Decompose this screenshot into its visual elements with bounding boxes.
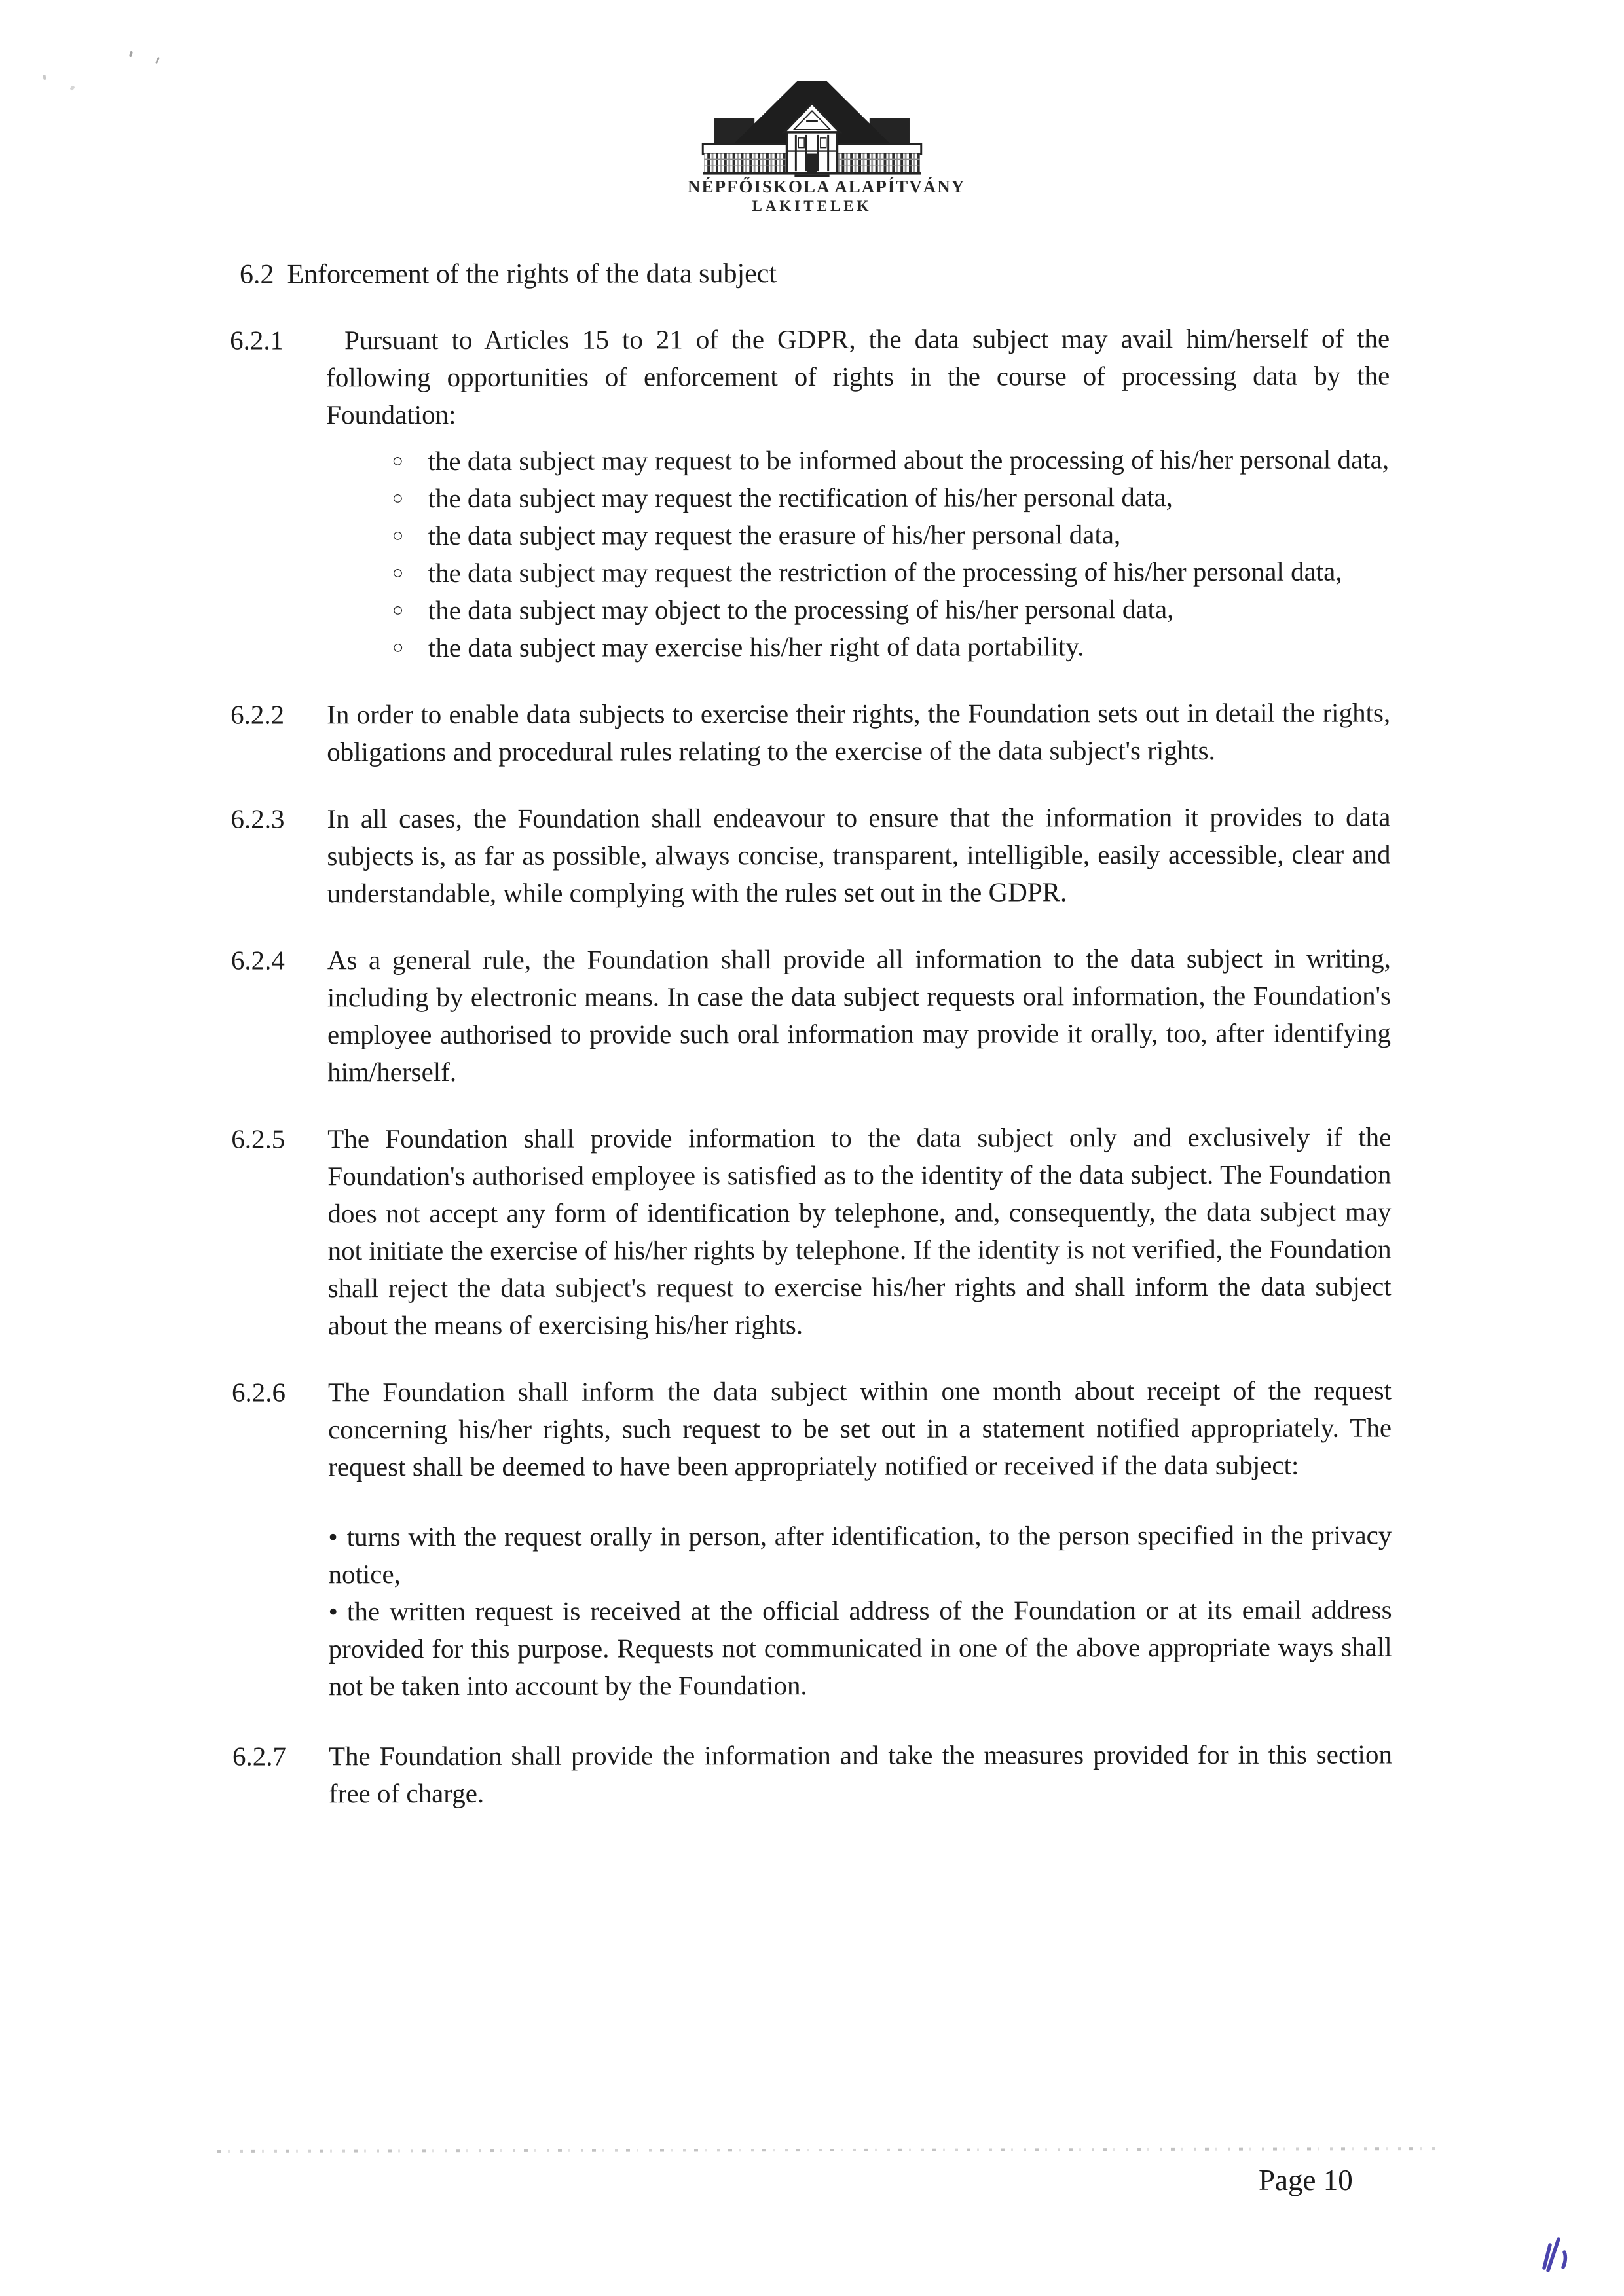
- section-6-2-2: [231, 694, 1390, 771]
- section-heading: [240, 254, 1623, 294]
- section-number: 6.2.5: [231, 1123, 286, 1154]
- section-text: The Foundation shall provide the information and take the measures provided for in this section free of charge.: [328, 1739, 1392, 1809]
- section-text: In all cases, the Foundation shall endeavour to ensure that the information it provides to data subjects is, as far as possible, always concise, transparent, intelligible, easily accessible, clear and understandable, while complying with the rules set out in the GDPR.: [327, 801, 1391, 909]
- circle-bullet-icon: ○: [392, 525, 404, 547]
- list-item: [392, 553, 1390, 592]
- list-item: [392, 478, 1390, 517]
- list-item-text: turns with the request orally in person, after identification, to the person specified in the privacy notice,: [328, 1520, 1392, 1590]
- list-item: [392, 441, 1390, 480]
- list-item-text: the data subject may exercise his/her right of data portability.: [428, 631, 1084, 663]
- list-item-text: the data subject may request to be informed about the processing of his/her personal data,: [428, 444, 1390, 477]
- section-text: The Foundation shall provide information to the data subject only and exclusively if the Foundation's authorised employee is satisfied as to the identity of the data subject. The Foundation does not accept any form of identification by telephone, and, consequently, the data subject may not initiate the exercise of his/her rights by telephone. If the identity is not verified, the Foundation shall reject the data subject's request to exercise his/her rights and shall inform the data subject about the means of exercising his/her rights.: [327, 1121, 1392, 1341]
- section-text: The Foundation shall inform the data subject within one month about receipt of the request concerning his/her rights, such request to be set out in a statement notified appropriately. The request shall be deemed to have been appropriately notified or received if the data subject:: [327, 1375, 1392, 1482]
- section-6-2-5: [231, 1118, 1392, 1344]
- dot-bullet-icon: •: [328, 1522, 338, 1552]
- list-item: [328, 1591, 1392, 1705]
- section-6-2-7: [232, 1736, 1392, 1812]
- section-6-2-3: [231, 798, 1390, 912]
- scan-artifact-line: [217, 2147, 1443, 2153]
- circle-bullet-icon: ○: [392, 488, 404, 509]
- section-number: 6.2.2: [231, 699, 285, 730]
- scan-speck: [69, 85, 75, 91]
- data-subject-rights-list: [392, 441, 1390, 666]
- heading-title: Enforcement of the rights of the data subject: [287, 259, 777, 290]
- circle-bullet-icon: ○: [392, 562, 404, 584]
- handwritten-initials-annotation: [1535, 2234, 1578, 2277]
- section-6-2-6: [232, 1372, 1392, 1485]
- section-number: 6.2.6: [231, 1377, 286, 1408]
- foundation-location: LAKITELEK: [752, 198, 872, 214]
- foundation-name: NÉPFŐISKOLA ALAPÍTVÁNY: [688, 177, 966, 196]
- section-number: 6.2.3: [231, 803, 285, 834]
- list-item-text: the data subject may object to the processing of his/her personal data,: [428, 594, 1174, 626]
- request-notification-list: [328, 1516, 1392, 1705]
- circle-bullet-icon: ○: [392, 450, 404, 472]
- list-item-text: the data subject may request the rectification of his/her personal data,: [428, 482, 1173, 514]
- scan-speck: [129, 51, 133, 58]
- list-item-text: the data subject may request the restriction of the processing of his/her personal data,: [428, 556, 1342, 589]
- circle-bullet-icon: ○: [392, 600, 404, 621]
- list-item: [392, 627, 1390, 666]
- foundation-logo: [688, 81, 966, 215]
- building-logo-icon: [697, 81, 927, 178]
- section-number: 6.2.1: [230, 325, 284, 355]
- section-text: As a general rule, the Foundation shall provide all information to the data subject in writing, including by electronic means. In case the data subject requests oral information, the Foundation's employee authorised to provide such oral information may provide it orally, too, after identifying him/herself.: [327, 943, 1392, 1087]
- section-number: 6.2.7: [232, 1741, 286, 1772]
- section-6-2-1: [230, 319, 1390, 433]
- section-text: In order to enable data subjects to exercise their rights, the Foundation sets out in detail the rights, obligations and procedural rules relating to the exercise of the data subject's rights.: [327, 697, 1391, 767]
- circle-bullet-icon: ○: [392, 637, 404, 659]
- section-6-2-4: [231, 939, 1391, 1091]
- scan-speck: [155, 57, 160, 64]
- section-text: Pursuant to Articles 15 to 21 of the GDPR, the data subject may avail him/herself of the following opportunities of enforcement of rights in the course of processing data by the Foundation:: [326, 323, 1390, 430]
- list-item-text: the written request is received at the official address of the Foundation or at its email address provided for this purpose. Requests not communicated in one of the above appropriate ways shall not be taken into account by the Foundation.: [328, 1594, 1392, 1702]
- scan-speck: [43, 75, 46, 80]
- list-item: [392, 515, 1390, 555]
- heading-number: 6.2: [239, 259, 274, 290]
- page-number: Page 10: [1259, 2164, 1353, 2196]
- list-item-text: the data subject may request the erasure of his/her personal data,: [428, 519, 1121, 551]
- list-item: [392, 590, 1390, 629]
- section-number: 6.2.4: [231, 945, 285, 975]
- document-content: [0, 254, 1624, 1813]
- dot-bullet-icon: •: [328, 1596, 338, 1627]
- list-item: [328, 1516, 1392, 1593]
